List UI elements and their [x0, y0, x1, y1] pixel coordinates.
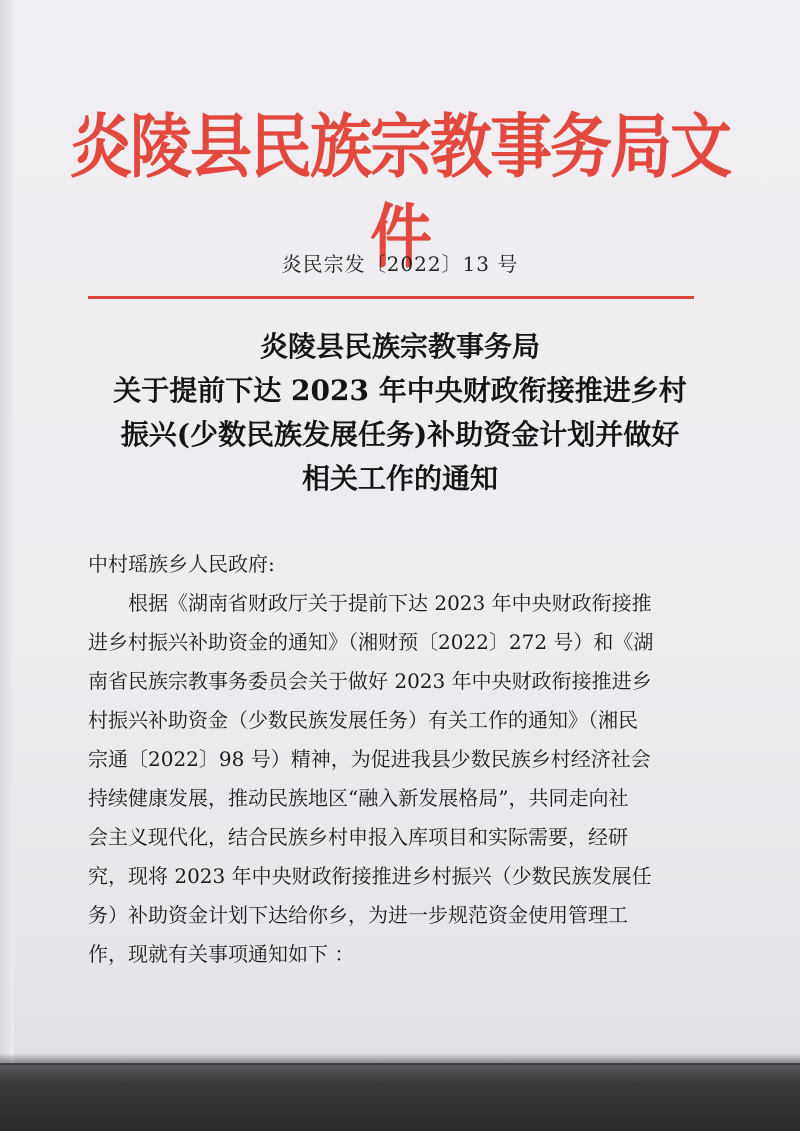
red-divider-line	[88, 296, 694, 299]
title-line: 振兴(少数民族发展任务)补助资金计划并做好	[120, 418, 680, 451]
addressee: 中村瑶族乡人民政府:	[88, 552, 275, 576]
body-line: 究，现将 2023 年中央财政衔接推进乡村振兴（少数民族发展任	[88, 864, 652, 888]
body-line: 会主义现代化，结合民族乡村申报入库项目和实际需要，经研	[88, 825, 628, 849]
body-line: 进乡村振兴补助资金的通知》（湘财预〔2022〕272 号）和《湖	[88, 630, 654, 654]
body-line: 南省民族宗教事务委员会关于做好 2023 年中央财政衔接推进乡	[88, 669, 652, 693]
document-number: 炎民宗发〔2022〕13 号	[281, 252, 519, 276]
title-line: 关于提前下达 2023 年中央财政衔接推进乡村	[113, 374, 687, 407]
notice-body	[88, 545, 700, 974]
title-line: 相关工作的通知	[301, 462, 498, 495]
notice-title	[70, 325, 730, 501]
body-line: 根据《湖南省财政厅关于提前下达 2023 年中央财政衔接推	[128, 591, 652, 615]
body-line: 村振兴补助资金（少数民族发展任务）有关工作的通知》（湘民	[88, 708, 638, 732]
body-line: 持续健康发展，推动民族地区“融入新发展格局”，共同走向社	[88, 786, 629, 810]
bottom-shadow	[0, 1063, 800, 1131]
body-line: 作，现就有关事项通知如下 ：	[88, 942, 355, 966]
body-line: 宗通〔2022〕98 号）精神，为促进我县少数民族乡村经济社会	[88, 747, 651, 771]
document-header: 炎陵县民族宗教事务局文件	[69, 105, 730, 278]
title-line: 炎陵县民族宗教事务局	[259, 330, 540, 363]
page-edge-shadow	[0, 0, 14, 1070]
body-line: 务）补助资金计划下达给你乡，为进一步规范资金使用管理工	[88, 903, 628, 927]
